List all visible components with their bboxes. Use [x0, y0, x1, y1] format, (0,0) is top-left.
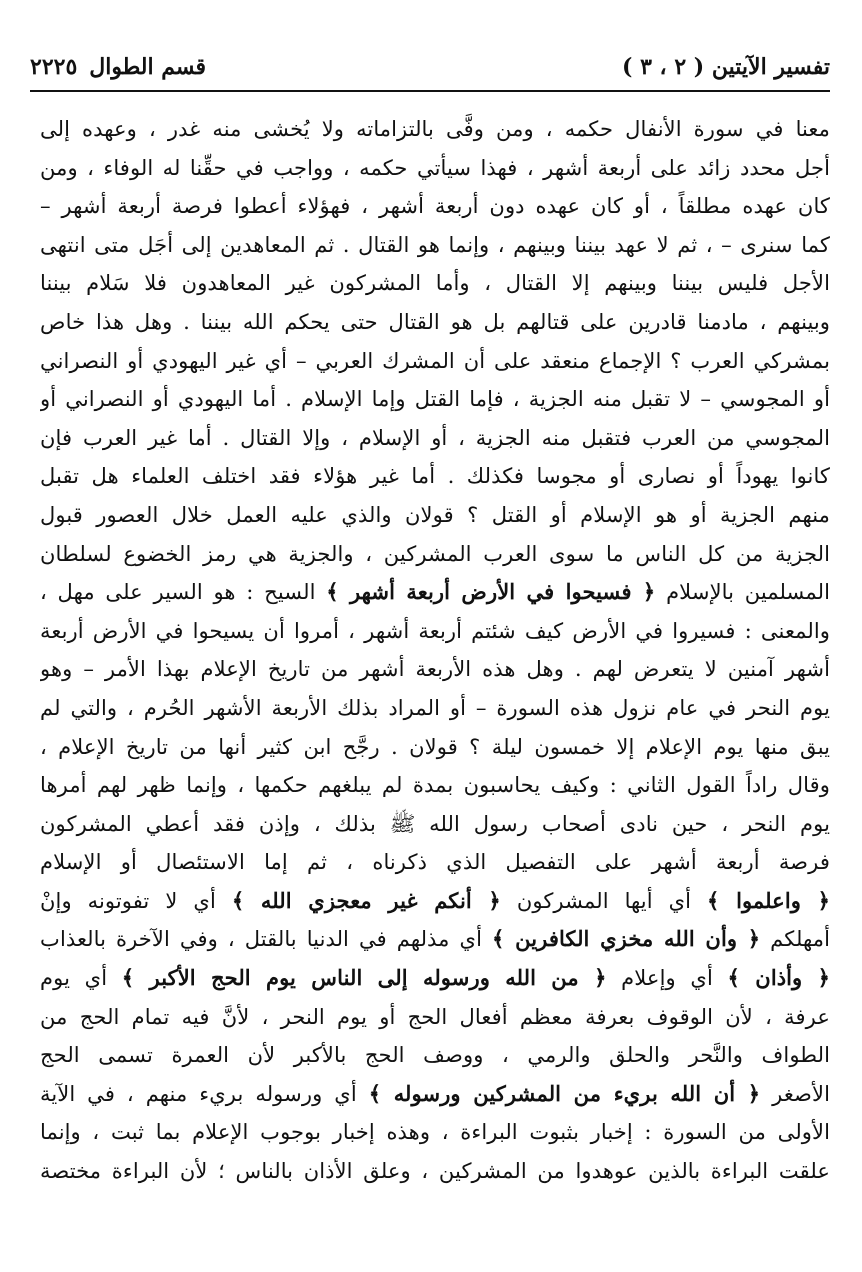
text-run: علقت البراءة بالذين عوهدوا من المشركين ، وعلق الأذان بالناس ؛ لأن البراءة مختصة — [40, 1158, 830, 1184]
text-run: السيح : هو السير على مهل ، — [40, 579, 327, 605]
text-line — [40, 805, 830, 844]
text-run: بمشركي العرب ؟ الإجماع منعقد على أن المشرك العربي – أي غير اليهودي أو النصراني — [40, 347, 830, 373]
text-line — [40, 149, 830, 188]
text-line — [40, 573, 830, 612]
text-line — [40, 187, 830, 226]
text-run: المجوسي من العرب فتقبل منه الجزية ، أو الإسلام ، وإلا القتال . أما غير العرب فإن — [40, 424, 830, 450]
page-number: ٢٢٢٥ — [30, 54, 78, 80]
text-run: وبينهم ، مادمنا قادرين على قتالهم بل هو القتال حتى يحكم الله بيننا . وهل هذا خاص — [40, 308, 830, 334]
page-header-section: قسم الطوال — [89, 54, 207, 80]
text-run: أي وإعلام — [606, 965, 728, 991]
verse-quote: ﴿ من الله ورسوله إلى الناس يوم الحج الأكبر ﴾ — [121, 965, 607, 991]
text-run: أجل محدد زائد على أربعة أشهر ، فهذا سيأتي حكمه ، وواجب في حقِّنا له الوفاء ، ومن — [40, 154, 830, 180]
text-run: والمعنى : فسيروا في الأرض كيف شئتم أربعة أشهر ، أمروا أن يسيحوا في الأرض أربعة — [40, 617, 830, 643]
text-run: عرفة ، لأن الوقوف بعرفة معظم أفعال الحج أو يوم النحر ، لأنَّ فيه تمام الحج من — [40, 1003, 830, 1029]
text-line — [40, 689, 830, 728]
verse-quote: ﴿ أنكم غير معجزي الله ﴾ — [231, 887, 501, 913]
text-line — [40, 998, 830, 1037]
text-run: المسلمين بالإسلام — [655, 579, 830, 605]
verse-quote: ﴿ وأن الله مخزي الكافرين ﴾ — [492, 926, 761, 952]
text-run: يوم النحر ، حين نادى أصحاب رسول الله ﷺ بذلك ، وإذن فقد أعطي المشركون — [40, 810, 830, 836]
text-line — [40, 920, 830, 959]
text-run: أمهلكم — [760, 926, 830, 952]
text-run: أي أيها المشركون — [500, 887, 708, 913]
verse-quote: ﴿ فسيحوا في الأرض أربعة أشهر ﴾ — [326, 579, 656, 605]
page-header-title: تفسير الآيتين ( ٢ ، ٣ ) — [621, 54, 830, 80]
text-run: كانوا يهوداً أو نصارى أو مجوسا فكذلك . أما غير هؤلاء فقد اختلف العلماء هل تقبل — [40, 463, 830, 489]
text-run: الطواف والنَّحر والحلق والرمي ، ووصف الحج بالأكبر لأن العمرة تسمى الحج — [40, 1042, 830, 1068]
text-line — [40, 1036, 830, 1075]
text-run: أو المجوسي – لا تقبل منه الجزية ، فإما القتل وإما الإسلام . أما اليهودي أو النصراني أو — [40, 386, 830, 412]
text-line — [40, 728, 830, 767]
page-header-left — [30, 54, 206, 80]
text-line — [40, 882, 830, 921]
text-line — [40, 419, 830, 458]
text-line — [40, 342, 830, 381]
text-line — [40, 226, 830, 265]
text-line — [40, 110, 830, 149]
text-line — [40, 264, 830, 303]
text-line — [40, 843, 830, 882]
text-line — [40, 1113, 830, 1152]
text-line — [40, 650, 830, 689]
text-line — [40, 612, 830, 651]
page-header — [30, 50, 830, 84]
verse-quote: ﴿ واعلموا ﴾ — [707, 887, 830, 913]
text-run: أشهر آمنين لا يتعرض لهم . وهل هذه الأربعة أشهر من تاريخ الإعلام بهذا الأمر – وهو — [40, 656, 830, 682]
text-run: أي لا تفوتونه وإنْ — [40, 887, 232, 913]
text-run: يوم النحر في عام نزول هذه السورة – أو المراد بذلك الأربعة الأشهر الحُرم ، والتي لم — [40, 694, 830, 720]
text-line — [40, 1152, 830, 1191]
header-rule — [30, 90, 830, 92]
text-run: الأولى من السورة : إخبار بثبوت البراءة ، وهذه إخبار بوجوب الإعلام بما ثبت ، وإنما — [40, 1119, 830, 1145]
verse-quote: ﴿ وأذان ﴾ — [727, 965, 830, 991]
text-run: معنا في سورة الأنفال حكمه ، ومن وفَّى بالتزاماته ولا يُخشى منه غدر ، وعهده إلى — [40, 116, 830, 141]
text-line — [40, 496, 830, 535]
text-run: كان عهده مطلقاً ، أو كان عهده دون أربعة أشهر ، فهؤلاء أعطوا فرصة أربعة أشهر – — [40, 193, 830, 219]
verse-quote: ﴿ أن الله بريء من المشركين ورسوله ﴾ — [368, 1080, 761, 1106]
text-run: منهم الجزية أو هو الإسلام أو القتل ؟ قولان والذي عليه العمل خلال العصور قبول — [40, 501, 830, 527]
text-line — [40, 766, 830, 805]
text-line — [40, 1075, 830, 1114]
text-run: الجزية من كل الناس ما سوى العرب المشركين ، والجزية هي رمز الخضوع لسلطان — [40, 540, 830, 566]
text-run: الأصغر — [760, 1080, 830, 1106]
text-line — [40, 535, 830, 574]
text-line — [40, 457, 830, 496]
text-run: أي ورسوله بريء منهم ، في الآية — [40, 1080, 369, 1106]
text-run: كما سنرى – ، ثم لا عهد بيننا وبينهم ، وإنما هو القتال . ثم المعاهدين إلى أجَل متى انتهى — [40, 231, 830, 257]
text-run: يبق منها يوم الإعلام إلا خمسون ليلة ؟ قولان . رجَّح ابن كثير أنها من تاريخ الإعلام ، — [40, 733, 830, 759]
text-run: أي مذلهم في الدنيا بالقتل ، وفي الآخرة بالعذاب — [40, 926, 493, 952]
text-line — [40, 959, 830, 998]
text-line — [40, 380, 830, 419]
text-run: فرصة أربعة أشهر على التفصيل الذي ذكرناه ، ثم إما الاستئصال أو الإسلام — [40, 849, 830, 875]
text-run: أي يوم — [40, 965, 122, 991]
text-line — [40, 303, 830, 342]
body-text — [40, 110, 830, 1191]
text-run: الأجل فليس بيننا وبينهم إلا القتال ، وأما المشركون غير المعاهدون فلا سَلام بيننا — [40, 270, 830, 296]
text-run: وقال راداً القول الثاني : وكيف يحاسبون بمدة لم يبلغهم حكمها ، وإنما ظهر لهم أمرها — [40, 772, 830, 798]
